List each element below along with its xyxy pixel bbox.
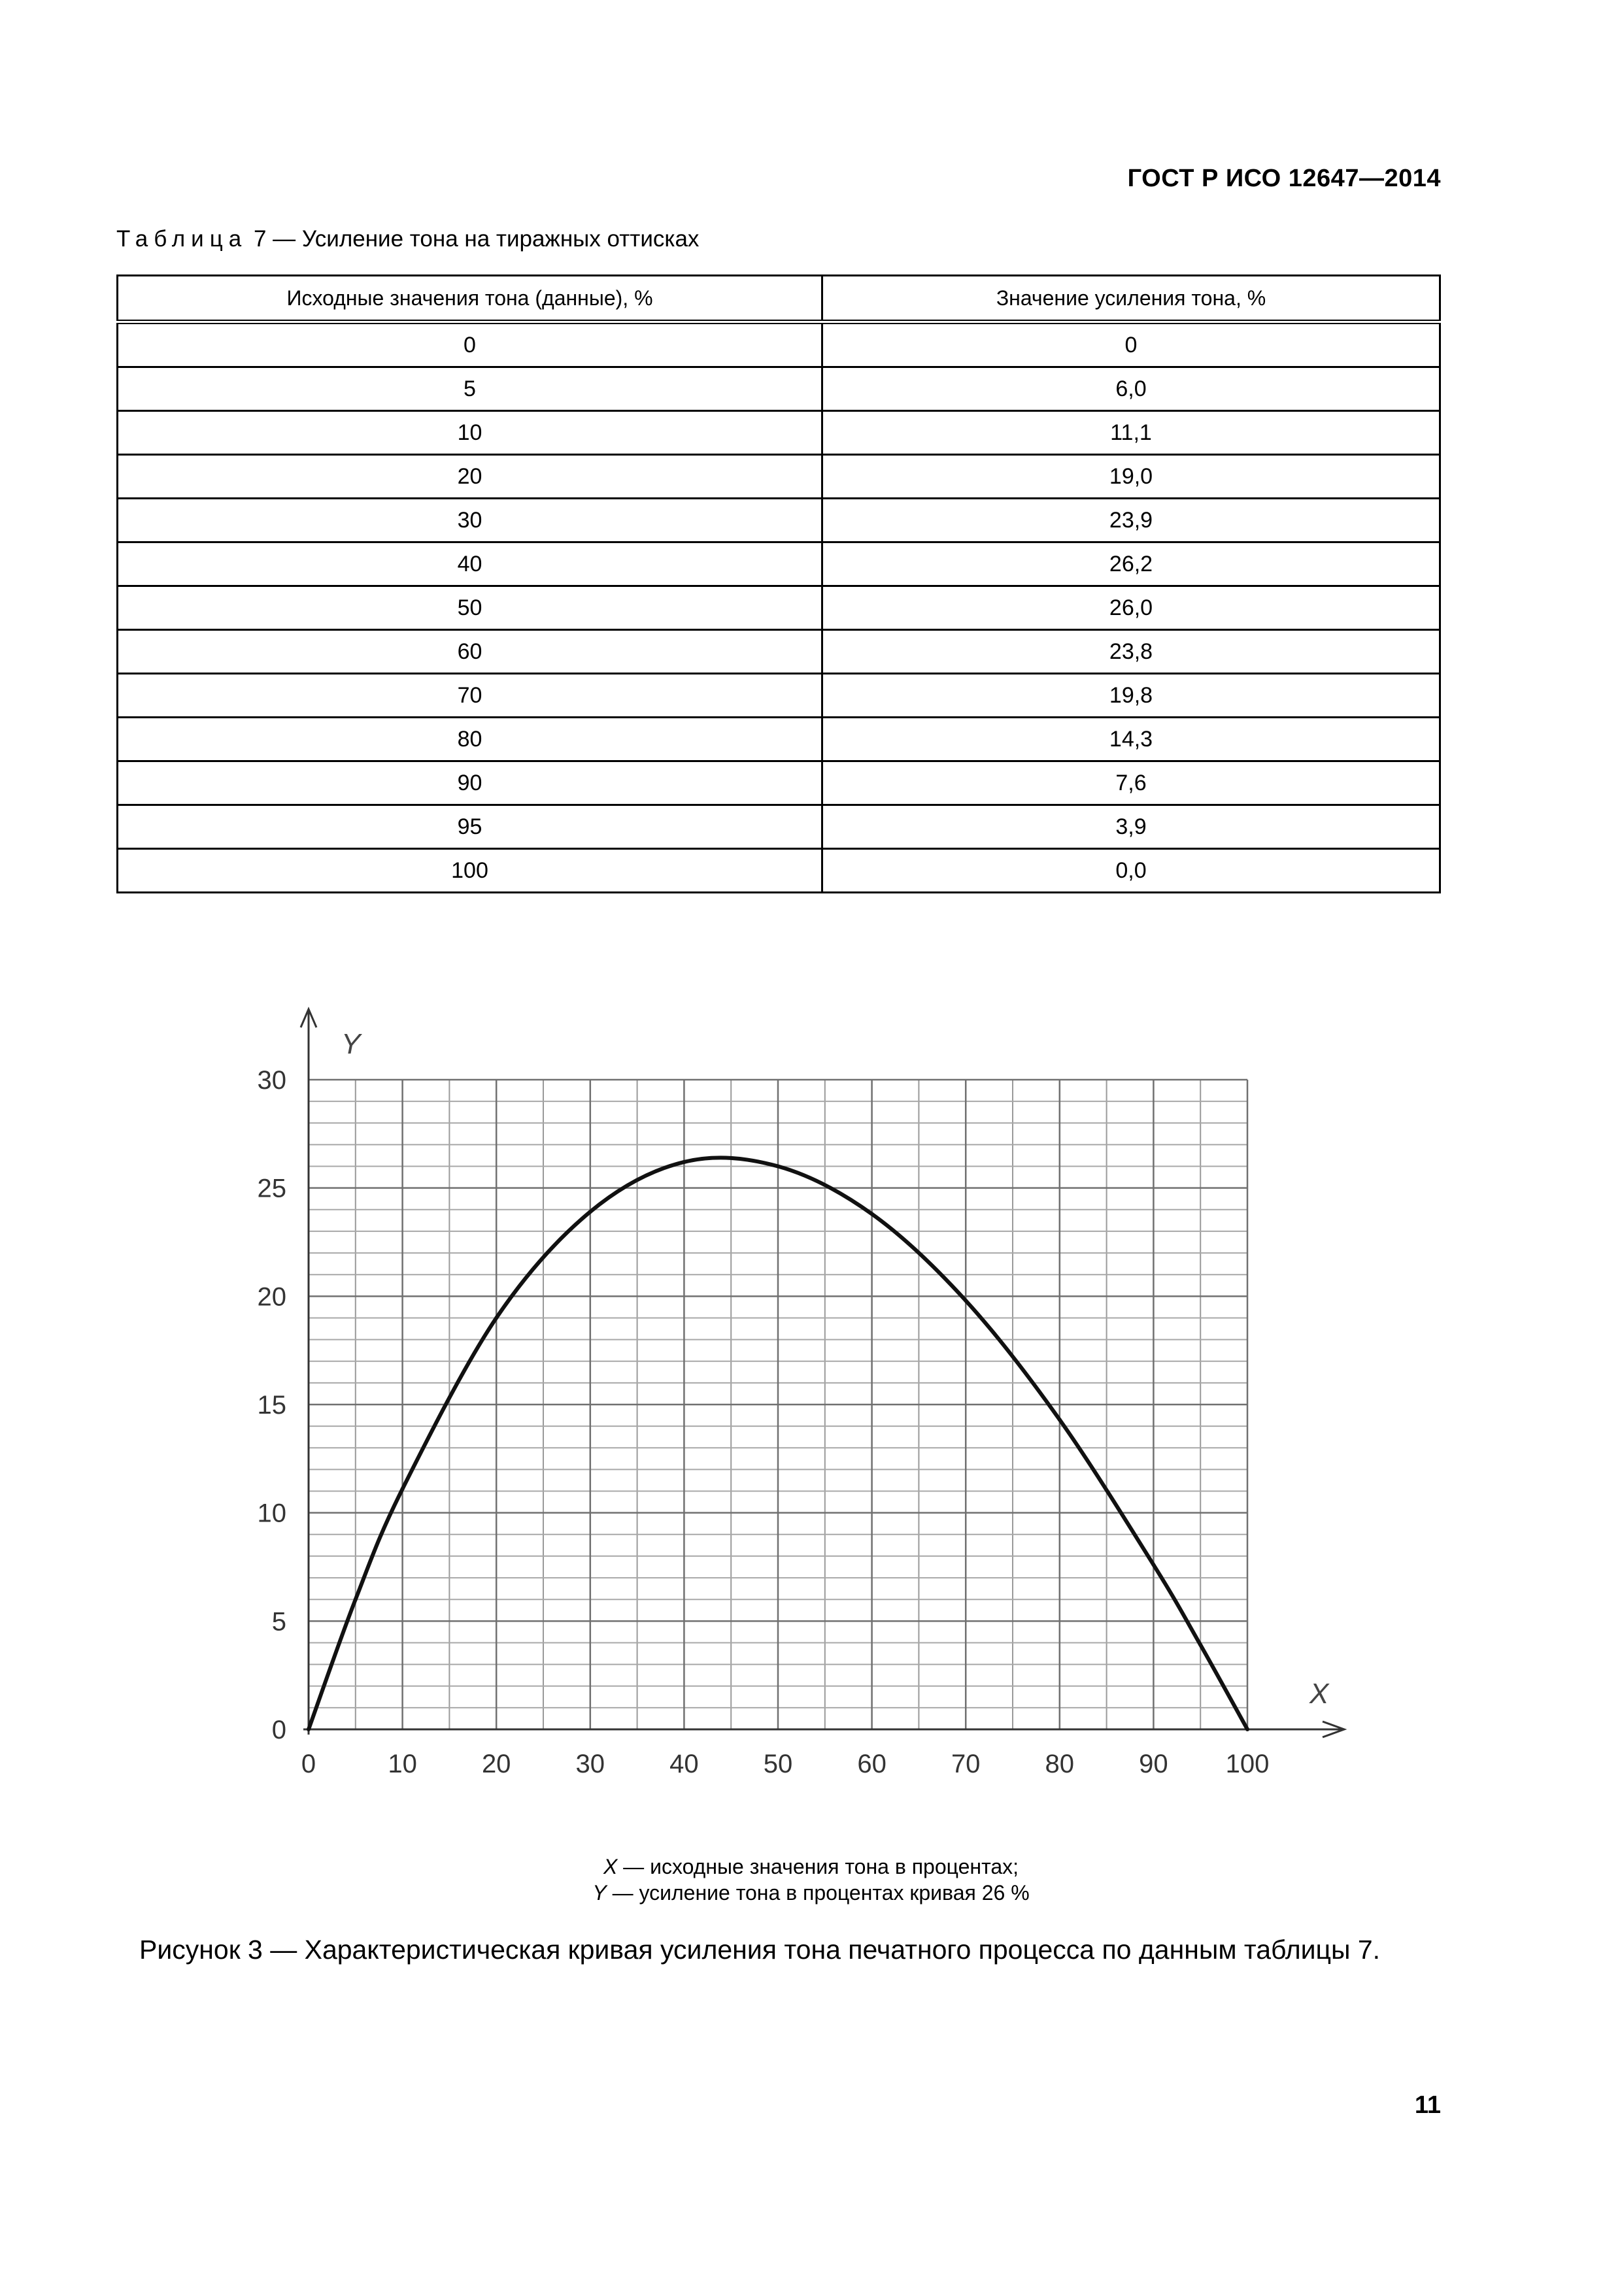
data-point bbox=[1151, 1563, 1155, 1567]
grid-major bbox=[309, 1080, 1247, 1729]
x-axis-arrow-icon bbox=[1323, 1722, 1344, 1737]
table-cell-input: 100 bbox=[118, 849, 822, 893]
table-cell-gain: 19,0 bbox=[822, 455, 1440, 499]
data-point bbox=[1058, 1418, 1062, 1422]
y-tick-label: 25 bbox=[257, 1174, 286, 1203]
x-tick-label: 40 bbox=[669, 1750, 699, 1778]
table-row bbox=[118, 849, 1440, 893]
x-tick-label: 90 bbox=[1139, 1750, 1168, 1778]
grid-minor bbox=[309, 1080, 1247, 1729]
table-caption-title: — Усиление тона на тиражных оттисках bbox=[266, 226, 700, 252]
figure-legend bbox=[0, 1854, 1622, 1906]
table-cell-input: 90 bbox=[118, 761, 822, 805]
y-tick-label: 20 bbox=[257, 1282, 286, 1312]
table-cell-input: 30 bbox=[118, 499, 822, 542]
data-point bbox=[682, 1160, 686, 1164]
table-cell-gain: 6,0 bbox=[822, 367, 1440, 411]
table-header-cell: Исходные значения тона (данные), % bbox=[118, 276, 822, 322]
table-cell-input: 0 bbox=[118, 322, 822, 367]
table-caption bbox=[116, 226, 699, 252]
table-cell-gain: 3,9 bbox=[822, 805, 1440, 849]
data-point bbox=[870, 1212, 874, 1216]
legend-x bbox=[0, 1854, 1622, 1880]
table-header-cell: Значение усиления тона, % bbox=[822, 276, 1440, 322]
x-axis-label: X bbox=[1309, 1678, 1329, 1710]
data-point bbox=[401, 1487, 405, 1491]
table-row bbox=[118, 455, 1440, 499]
legend-y-text: — усиление тона в процентах кривая 26 % bbox=[606, 1881, 1030, 1905]
table-cell-gain: 26,0 bbox=[822, 586, 1440, 630]
legend-y-var: Y bbox=[592, 1881, 607, 1905]
table-cell-gain: 14,3 bbox=[822, 718, 1440, 761]
figure-caption: Рисунок 3 — Характеристическая кривая усиления тона печатного процесса по данным таблицы 7. bbox=[139, 1935, 1381, 1965]
data-point bbox=[354, 1597, 358, 1601]
y-tick-label: 15 bbox=[257, 1391, 286, 1420]
y-axis-label: Y bbox=[341, 1028, 361, 1060]
tone-gain-table bbox=[116, 275, 1441, 893]
page-number: 11 bbox=[1414, 2091, 1441, 2119]
table-cell-input: 40 bbox=[118, 542, 822, 586]
table-row bbox=[118, 367, 1440, 411]
data-point bbox=[588, 1210, 592, 1214]
series-line bbox=[309, 1157, 1247, 1729]
table-row bbox=[118, 718, 1440, 761]
legend-x-var: X bbox=[603, 1855, 618, 1878]
y-tick-label: 10 bbox=[257, 1499, 286, 1528]
table-row bbox=[118, 322, 1440, 367]
legend-x-text: — исходные значения тона в процентах; bbox=[617, 1855, 1019, 1878]
table-cell-input: 60 bbox=[118, 630, 822, 674]
data-point bbox=[494, 1316, 498, 1320]
table-cell-input: 95 bbox=[118, 805, 822, 849]
table-cell-input: 50 bbox=[118, 586, 822, 630]
table-cell-gain: 11,1 bbox=[822, 411, 1440, 455]
table-row bbox=[118, 674, 1440, 718]
x-tick-label: 100 bbox=[1225, 1750, 1270, 1778]
table-cell-gain: 0 bbox=[822, 322, 1440, 367]
table-cell-input: 20 bbox=[118, 455, 822, 499]
data-point bbox=[1245, 1727, 1249, 1731]
x-tick-label: 20 bbox=[481, 1750, 511, 1778]
x-tick-label: 30 bbox=[575, 1750, 605, 1778]
table-cell-gain: 19,8 bbox=[822, 674, 1440, 718]
data-point bbox=[307, 1727, 311, 1731]
data-point bbox=[964, 1299, 968, 1303]
table-row bbox=[118, 630, 1440, 674]
table-cell-gain: 23,8 bbox=[822, 630, 1440, 674]
y-tick-label: 30 bbox=[257, 1066, 286, 1095]
table-cell-gain: 0,0 bbox=[822, 849, 1440, 893]
table-caption-number: 7 bbox=[253, 226, 267, 252]
x-tick-label: 0 bbox=[301, 1750, 316, 1778]
table-row bbox=[118, 542, 1440, 586]
table-cell-gain: 23,9 bbox=[822, 499, 1440, 542]
table-row bbox=[118, 586, 1440, 630]
table-row bbox=[118, 411, 1440, 455]
tick-labels bbox=[258, 1066, 1270, 1778]
table-caption-label: Таблица bbox=[116, 226, 248, 252]
x-tick-label: 80 bbox=[1045, 1750, 1075, 1778]
data-series bbox=[307, 1157, 1249, 1731]
x-tick-label: 70 bbox=[951, 1750, 981, 1778]
document-standard-number: ГОСТ Р ИСО 12647—2014 bbox=[1127, 165, 1441, 192]
x-tick-label: 50 bbox=[763, 1750, 793, 1778]
table-cell-gain: 7,6 bbox=[822, 761, 1440, 805]
axes bbox=[301, 1009, 1344, 1737]
data-point bbox=[776, 1165, 780, 1169]
table-cell-input: 10 bbox=[118, 411, 822, 455]
y-tick-label: 5 bbox=[271, 1607, 286, 1637]
table-cell-input: 5 bbox=[118, 367, 822, 411]
legend-y bbox=[0, 1880, 1622, 1906]
table-row bbox=[118, 761, 1440, 805]
y-tick-label: 0 bbox=[271, 1716, 286, 1744]
x-tick-label: 10 bbox=[388, 1750, 417, 1778]
table-cell-input: 70 bbox=[118, 674, 822, 718]
x-tick-label: 60 bbox=[857, 1750, 887, 1778]
table-header-row bbox=[118, 276, 1440, 322]
y-axis-arrow-icon bbox=[301, 1009, 316, 1027]
data-point bbox=[1198, 1643, 1202, 1647]
table-row bbox=[118, 499, 1440, 542]
table-cell-gain: 26,2 bbox=[822, 542, 1440, 586]
table-row bbox=[118, 805, 1440, 849]
table-cell-input: 80 bbox=[118, 718, 822, 761]
